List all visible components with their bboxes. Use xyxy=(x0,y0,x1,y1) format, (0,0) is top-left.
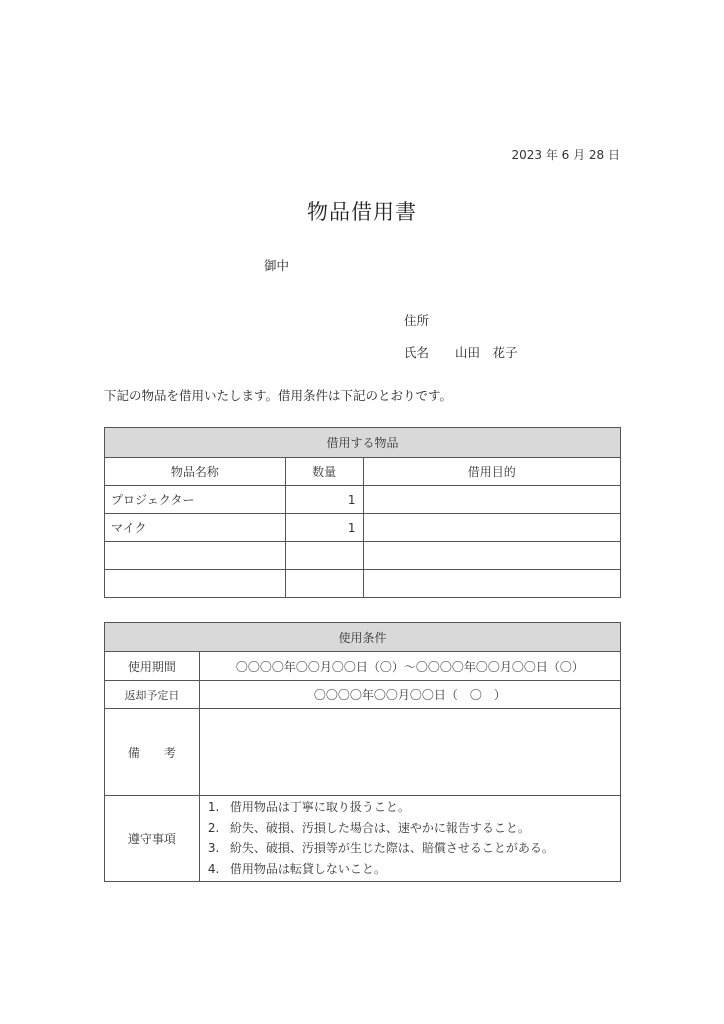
rule-text: 紛失、破損、汚損した場合は、速やかに報告すること。 xyxy=(229,820,530,835)
list-item xyxy=(206,859,614,880)
address-label: 住所 xyxy=(404,313,430,328)
list-item xyxy=(206,818,614,839)
rule-text: 借用物品は転貸しないこと。 xyxy=(229,861,386,876)
table-row xyxy=(105,542,621,570)
rule-number: 1. xyxy=(207,800,220,814)
item-purpose-cell xyxy=(363,570,620,598)
rules-list xyxy=(206,796,614,881)
list-item xyxy=(206,797,614,818)
name-label: 氏名 xyxy=(404,345,430,360)
conditions-table-heading: 使用条件 xyxy=(105,623,621,652)
item-quantity-cell xyxy=(285,570,363,598)
return-date-value: 〇〇〇〇年〇〇月〇〇日（ 〇 ） xyxy=(199,681,620,709)
item-quantity-cell xyxy=(285,542,363,570)
column-header-item-name: 物品名称 xyxy=(105,458,286,486)
item-name-cell: マイク xyxy=(105,514,286,542)
item-purpose-cell xyxy=(363,486,620,514)
rule-number: 4. xyxy=(207,861,220,876)
item-name-cell xyxy=(105,570,286,598)
table-row xyxy=(105,486,621,514)
rules-label: 遵守事項 xyxy=(105,796,200,882)
period-label: 使用期間 xyxy=(105,652,200,681)
conditions-table xyxy=(104,622,621,882)
notes-label: 備 考 xyxy=(105,709,200,796)
table-row xyxy=(105,514,621,542)
rule-number: 2. xyxy=(207,820,220,835)
item-quantity-cell: 1 xyxy=(285,486,363,514)
list-item xyxy=(206,838,614,859)
name-value: 山田 花子 xyxy=(455,345,518,360)
rules-cell xyxy=(199,796,620,882)
item-name-cell: プロジェクター xyxy=(105,486,286,514)
item-purpose-cell xyxy=(363,542,620,570)
name-row xyxy=(404,343,518,361)
document-date: 2023 年 6 月 28 日 xyxy=(511,148,620,162)
rule-text: 紛失、破損、汚損等が生じた際は、賠償させることがある。 xyxy=(229,841,554,855)
recipient-line: 御中 xyxy=(264,258,290,273)
items-table-heading: 借用する物品 xyxy=(105,428,621,458)
item-name-cell xyxy=(105,542,286,570)
items-table xyxy=(104,427,621,598)
notes-value xyxy=(199,709,620,796)
intro-text: 下記の物品を借用いたします。借用条件は下記のとおりです。 xyxy=(104,388,453,403)
document-title: 物品借用書 xyxy=(307,200,417,224)
column-header-quantity: 数量 xyxy=(285,458,363,486)
column-header-purpose: 借用目的 xyxy=(363,458,620,486)
item-quantity-cell: 1 xyxy=(285,514,363,542)
rule-number: 3. xyxy=(207,841,220,855)
rule-text: 借用物品は丁寧に取り扱うこと。 xyxy=(229,800,410,814)
item-purpose-cell xyxy=(363,514,620,542)
table-row xyxy=(105,570,621,598)
period-value: 〇〇〇〇年〇〇月〇〇日（〇）～〇〇〇〇年〇〇月〇〇日（〇） xyxy=(199,652,620,681)
return-date-label: 返却予定日 xyxy=(105,681,200,709)
